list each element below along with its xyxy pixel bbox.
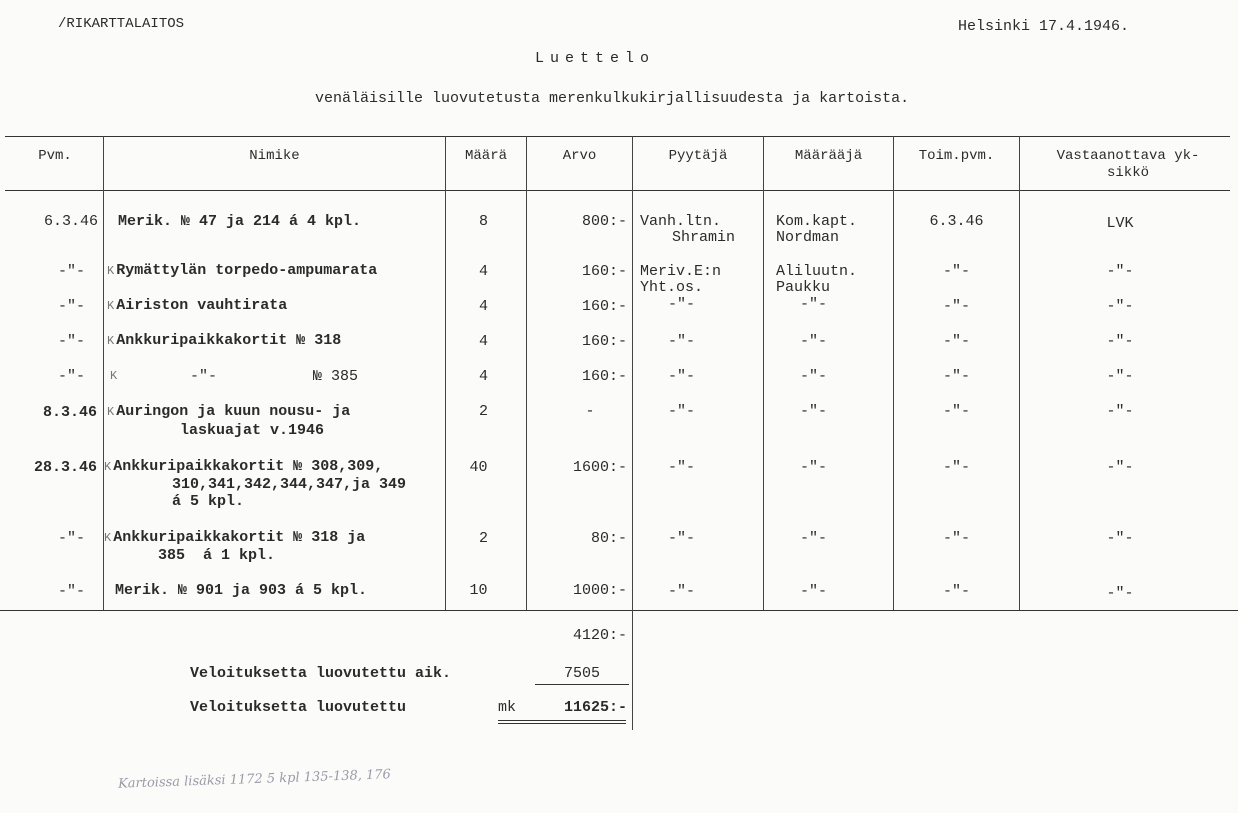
row-6-maara: 2 (478, 403, 488, 420)
table-header-rule (5, 190, 1230, 191)
row-6-nimike-line2: laskuajat v.1946 (180, 422, 325, 439)
row-1-toim: 6.3.46 (929, 213, 984, 230)
column-header-toim-pvm: Toim.pvm. (918, 148, 995, 164)
row-1-pvm: 6.3.46 (43, 213, 98, 230)
row-2-arvo: 160:- (581, 263, 627, 280)
row-8-toim: -"- (942, 530, 970, 547)
row-2-maaraaja: Aliluutn. (776, 263, 858, 280)
row-2-pyytaja-line2: Yht.os. (640, 279, 704, 296)
row-6-toim: -"- (942, 403, 970, 420)
row-3-nimike-text: Airiston vauhtirata (116, 297, 288, 314)
row-1-maara: 8 (478, 213, 488, 230)
check-mark-icon: K (107, 405, 115, 419)
check-mark-icon: K (110, 369, 118, 383)
subtotal-value: 4120:- (572, 627, 627, 644)
table-bottom-rule (0, 610, 1238, 611)
row-8-nimike-text: Ankkuripaikkakortit № 318 ja (113, 529, 366, 546)
row-4-maara: 4 (478, 333, 488, 350)
free-total-value: 11625:- (563, 699, 627, 716)
row-1-nimike: Merik. № 47 ja 214 á 4 kpl. (118, 213, 362, 230)
row-2-nimike (107, 262, 377, 280)
row-7-vastaanottaja: -"- (1106, 459, 1134, 476)
row-1-pyytaja: Vanh.ltn. (640, 213, 722, 230)
row-2-pyytaja: Meriv.E:n (640, 263, 722, 280)
row-5-nimike-number: № 385 (313, 368, 359, 385)
place-date: Helsinki 17.4.1946. (958, 18, 1130, 35)
column-divider (632, 136, 633, 730)
row-8-arvo: 80:- (590, 530, 627, 547)
row-6-vastaanottaja: -"- (1106, 403, 1134, 420)
row-6-pvm: 8.3.46 (42, 404, 97, 421)
row-4-nimike (107, 332, 341, 350)
check-mark-icon: K (104, 460, 112, 474)
row-5-nimike-ditto: -"- (190, 368, 218, 385)
row-8-nimike-line2: 385 á 1 kpl. (158, 547, 276, 564)
row-5-nimike (110, 367, 119, 385)
column-header-vastaanottaja: Vastaanottava yk-sikkö (1056, 148, 1200, 181)
free-total-label: Veloituksetta luovutettu (190, 699, 407, 716)
column-header-pyytaja: Pyytäjä (668, 148, 728, 164)
row-7-maaraaja: -"- (800, 459, 828, 476)
row-5-toim: -"- (942, 368, 970, 385)
row-8-pvm: -"- (57, 530, 85, 547)
row-4-toim: -"- (942, 333, 970, 350)
row-5-maara: 4 (478, 368, 488, 385)
document-title: Luettelo (535, 50, 656, 67)
row-8-maaraaja: -"- (800, 530, 828, 547)
double-underline (498, 720, 626, 724)
row-7-maara: 40 (469, 459, 488, 476)
column-divider (763, 136, 764, 610)
row-8-maara: 2 (478, 530, 488, 547)
handwritten-note: Kartoissa lisäksi 1172 5 kpl 135-138, 176 (117, 767, 392, 792)
row-4-vastaanottaja: -"- (1106, 333, 1134, 350)
row-2-toim: -"- (942, 263, 970, 280)
row-2-vastaanottaja: -"- (1106, 263, 1134, 280)
document-subtitle: venäläisille luovutetusta merenkulkukirjallisuudesta ja kartoista. (315, 90, 910, 107)
row-4-maaraaja: -"- (800, 333, 828, 350)
row-8-vastaanottaja: -"- (1106, 530, 1134, 547)
row-3-pvm: -"- (57, 298, 85, 315)
row-8-pyytaja: -"- (668, 530, 696, 547)
row-9-vastaanottaja: -"- (1106, 585, 1134, 602)
row-5-pvm: -"- (57, 368, 85, 385)
row-3-pyytaja: -"- (668, 296, 696, 313)
column-header-maaraaja: Määrääjä (794, 148, 863, 164)
check-mark-icon: K (104, 531, 112, 545)
row-7-nimike (104, 458, 383, 476)
sum-underline (535, 684, 629, 685)
row-6-pyytaja: -"- (668, 403, 696, 420)
row-9-maaraaja: -"- (800, 583, 828, 600)
row-5-arvo: 160:- (581, 368, 627, 385)
row-6-nimike-text: Auringon ja kuun nousu- ja (116, 403, 351, 420)
currency-label: mk (498, 699, 517, 716)
row-6-arvo: - (585, 403, 595, 420)
row-9-maara: 10 (469, 582, 488, 599)
check-mark-icon: K (107, 334, 115, 348)
row-1-maaraaja: Kom.kapt. (776, 213, 858, 230)
column-header-arvo: Arvo (562, 148, 597, 164)
row-7-toim: -"- (942, 459, 970, 476)
row-9-nimike: Merik. № 901 ja 903 á 5 kpl. (115, 582, 368, 599)
row-8-nimike (104, 529, 365, 547)
row-7-pvm: 28.3.46 (33, 459, 97, 476)
row-7-nimike-line2: 310,341,342,344,347,ja 349 (172, 476, 407, 493)
row-3-maara: 4 (478, 298, 488, 315)
row-7-arvo: 1600:- (572, 459, 627, 476)
row-1-vastaanottaja: LVK (1106, 215, 1134, 232)
row-6-maaraaja: -"- (800, 403, 828, 420)
free-earlier-value: 7505 (563, 665, 600, 682)
row-1-arvo: 800:- (581, 213, 627, 230)
row-4-arvo: 160:- (581, 333, 627, 350)
row-4-pvm: -"- (57, 333, 85, 350)
row-7-nimike-line3: á 5 kpl. (172, 493, 245, 510)
row-3-maaraaja: -"- (800, 296, 828, 313)
row-9-pvm: -"- (57, 583, 85, 600)
row-9-arvo: 1000:- (572, 582, 627, 599)
row-5-pyytaja: -"- (668, 368, 696, 385)
row-5-maaraaja: -"- (800, 368, 828, 385)
row-3-nimike (107, 297, 287, 315)
row-3-vastaanottaja: -"- (1106, 298, 1134, 315)
row-1-pyytaja-line2: Shramin (672, 229, 736, 246)
check-mark-icon: K (107, 299, 115, 313)
organization-name: /RIKARTTALAITOS (58, 16, 185, 32)
row-7-nimike-text: Ankkuripaikkakortit № 308,309, (113, 458, 384, 475)
check-mark-icon: K (107, 264, 115, 278)
free-earlier-label: Veloituksetta luovutettu aik. (190, 665, 452, 682)
row-2-maaraaja-line2: Paukku (776, 279, 831, 296)
column-header-maara: Määrä (464, 148, 507, 164)
row-4-pyytaja: -"- (668, 333, 696, 350)
column-header-pvm: Pvm. (38, 148, 72, 164)
row-5-vastaanottaja: -"- (1106, 368, 1134, 385)
row-3-toim: -"- (942, 298, 970, 315)
row-2-maara: 4 (478, 263, 488, 280)
row-3-arvo: 160:- (581, 298, 627, 315)
row-6-nimike (107, 403, 350, 421)
row-9-toim: -"- (942, 583, 970, 600)
row-4-nimike-text: Ankkuripaikkakortit № 318 (116, 332, 342, 349)
row-1-maaraaja-line2: Nordman (776, 229, 840, 246)
row-7-pyytaja: -"- (668, 459, 696, 476)
table-top-rule (5, 136, 1230, 137)
row-2-pvm: -"- (57, 263, 85, 280)
column-header-nimike: Nimike (249, 148, 300, 164)
row-9-pyytaja: -"- (668, 583, 696, 600)
row-2-nimike-text: Rymättylän torpedo-ampumarata (116, 262, 378, 279)
